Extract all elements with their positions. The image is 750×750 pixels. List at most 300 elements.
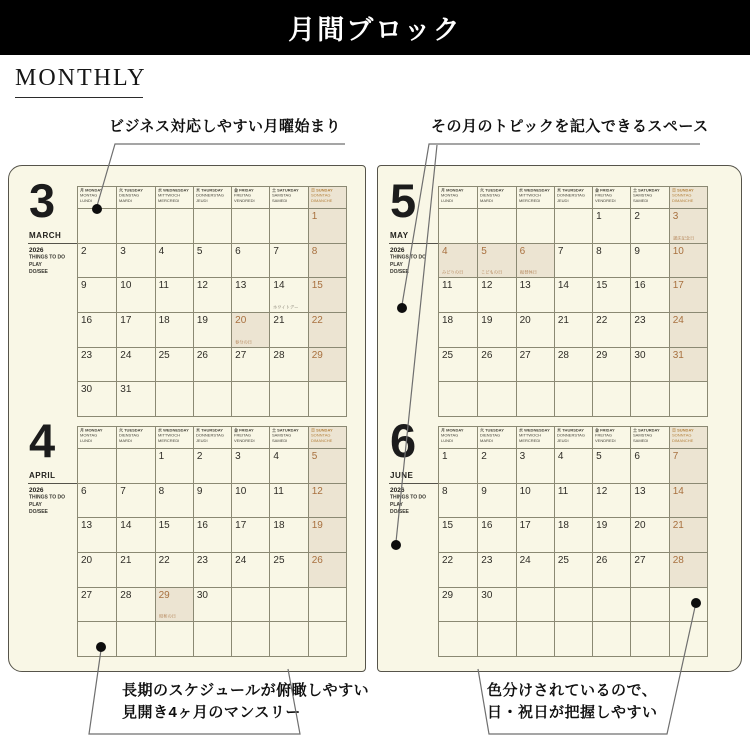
annotation-line: 日・祝日が把握しやすい <box>487 703 658 721</box>
date-cell <box>592 277 630 312</box>
date-cell <box>669 347 707 382</box>
date-cell <box>78 552 116 587</box>
sidebar-divider <box>28 243 77 244</box>
date-number: 4 <box>273 451 279 462</box>
date-cell <box>516 448 554 483</box>
weekday-header-label: 金 FRIDAY FREITAG VENDREDI <box>595 188 616 203</box>
date-number: 2 <box>196 451 203 462</box>
weekday-header-thursday <box>554 427 592 448</box>
empty-cell <box>116 448 154 483</box>
date-cell <box>630 347 668 382</box>
month-number: 5 <box>390 174 415 227</box>
date-number: 21 <box>273 315 285 326</box>
empty-cell <box>630 381 668 416</box>
empty-cell <box>231 587 269 622</box>
date-number: 22 <box>442 555 454 566</box>
date-cell <box>516 552 554 587</box>
annotation-line: 長期のスケジュールが俯瞰しやすい <box>122 682 370 699</box>
date-cell <box>554 552 592 587</box>
empty-cell <box>116 621 154 656</box>
banner-title-bar <box>0 0 750 55</box>
empty-cell <box>308 381 346 416</box>
month-name: MAY <box>390 231 409 240</box>
month-number: 6 <box>390 414 415 467</box>
date-cell <box>554 347 592 382</box>
weekday-header-label: 木 THURSDAY DONNERSTAG JEUDI <box>195 188 224 203</box>
empty-cell <box>439 381 477 416</box>
empty-cell <box>592 381 630 416</box>
holiday-note: 憲法記念日 <box>672 235 694 241</box>
date-cell <box>78 483 116 518</box>
date-cell <box>231 243 269 278</box>
weekday-header-label: 火 TUESDAY DIENSTAG MARDI <box>480 188 505 203</box>
date-number: 14 <box>672 485 684 497</box>
month-number: 4 <box>29 414 54 467</box>
date-number: 1 <box>311 211 318 222</box>
weekday-header-wednesday <box>516 187 554 208</box>
date-number: 27 <box>519 349 531 361</box>
date-cell <box>231 347 269 382</box>
date-cell <box>477 312 515 347</box>
weekday-header-label: 火 TUESDAY DIENSTAG MARDI <box>119 188 144 203</box>
date-cell <box>231 312 269 347</box>
date-number: 25 <box>158 349 170 361</box>
sidebar-divider <box>389 243 438 244</box>
weekday-header-label: 水 WEDNESDAY MITTWOCH MERCREDI <box>518 188 550 203</box>
weekday-header-wednesday <box>516 427 554 448</box>
date-number: 26 <box>596 555 608 566</box>
empty-cell <box>554 621 592 656</box>
date-number: 30 <box>81 384 93 396</box>
empty-cell <box>516 587 554 622</box>
date-cell <box>269 448 307 483</box>
date-cell <box>116 517 154 552</box>
date-cell <box>516 243 554 278</box>
weekday-header-label: 土 SATURDAY SAMSTAG SAMEDI <box>272 428 300 443</box>
date-cell <box>193 277 231 312</box>
date-number: 29 <box>311 349 323 361</box>
date-cell <box>193 552 231 587</box>
planner-page-left <box>8 165 366 672</box>
date-number: 19 <box>311 520 323 532</box>
date-number: 19 <box>481 315 493 326</box>
date-number: 29 <box>442 589 454 601</box>
date-number: 18 <box>442 315 454 326</box>
empty-cell <box>269 208 307 243</box>
empty-cell <box>269 621 307 656</box>
date-number: 13 <box>235 280 247 292</box>
date-cell <box>630 277 668 312</box>
date-number: 11 <box>557 485 569 497</box>
date-number: 20 <box>519 315 531 326</box>
date-number: 24 <box>235 555 247 566</box>
month-block-march <box>28 174 347 417</box>
month-year: 2026 <box>29 486 44 494</box>
date-number: 10 <box>235 485 247 497</box>
empty-cell <box>78 621 116 656</box>
empty-cell <box>78 208 116 243</box>
date-number: 30 <box>196 589 208 601</box>
empty-cell <box>669 381 707 416</box>
empty-cell <box>308 621 346 656</box>
date-cell <box>669 517 707 552</box>
weekday-header-label: 土 SATURDAY SAMSTAG SAMEDI <box>633 428 661 443</box>
date-cell <box>477 243 515 278</box>
date-cell <box>155 587 193 622</box>
date-number: 22 <box>596 315 608 326</box>
weekday-header-saturday <box>630 187 668 208</box>
holiday-note: 昭和の日 <box>158 613 176 619</box>
date-number: 17 <box>672 280 684 292</box>
date-number: 22 <box>158 555 170 566</box>
date-number: 2 <box>481 451 487 462</box>
date-number: 23 <box>481 555 493 566</box>
empty-cell <box>554 208 592 243</box>
date-number: 3 <box>235 451 241 462</box>
weekday-header-label: 日 SUNDAY SONNTAG DIMANCHE <box>671 428 694 443</box>
empty-cell <box>669 587 707 622</box>
empty-cell <box>592 621 630 656</box>
date-number: 27 <box>634 555 646 566</box>
date-number: 27 <box>235 349 247 361</box>
weekday-header-tuesday <box>116 187 154 208</box>
date-number: 18 <box>158 315 170 326</box>
date-number: 16 <box>481 520 493 532</box>
date-number: 26 <box>196 349 208 361</box>
sidebar-divider <box>389 483 438 484</box>
month-year: 2026 <box>390 246 405 254</box>
date-cell <box>269 312 307 347</box>
annotation-line: 色分けされているので、 <box>487 682 658 699</box>
empty-cell <box>630 621 668 656</box>
date-cell <box>308 277 346 312</box>
month-block-april <box>28 414 347 657</box>
date-number: 30 <box>481 589 493 601</box>
date-cell <box>630 312 668 347</box>
weekday-header-sunday <box>669 427 707 448</box>
date-cell <box>78 347 116 382</box>
date-cell <box>516 517 554 552</box>
holiday-note: 春分の日 <box>235 339 253 345</box>
date-cell <box>231 552 269 587</box>
date-cell <box>554 277 592 312</box>
date-number: 15 <box>158 520 170 532</box>
weekday-header-label: 金 FRIDAY FREITAG VENDREDI <box>234 188 255 203</box>
date-number: 6 <box>519 245 526 257</box>
weekday-header-label: 土 SATURDAY SAMSTAG SAMEDI <box>633 188 661 203</box>
date-cell <box>439 587 477 622</box>
date-cell <box>477 448 515 483</box>
date-cell <box>308 347 346 382</box>
date-number: 25 <box>557 555 569 566</box>
date-cell <box>439 347 477 382</box>
date-number: 14 <box>273 280 285 292</box>
date-number: 21 <box>672 520 684 532</box>
date-number: 5 <box>311 451 318 462</box>
month-sidebar <box>28 414 77 657</box>
date-cell <box>592 552 630 587</box>
date-cell <box>269 552 307 587</box>
date-cell <box>231 517 269 552</box>
date-cell <box>78 517 116 552</box>
date-cell <box>78 312 116 347</box>
date-number: 29 <box>158 589 170 601</box>
date-cell <box>155 347 193 382</box>
date-cell <box>193 517 231 552</box>
date-cell <box>669 243 707 278</box>
weekday-header-label: 火 TUESDAY DIENSTAG MARDI <box>480 428 505 443</box>
date-number: 15 <box>311 280 323 292</box>
month-grid <box>438 186 708 417</box>
weekday-header-thursday <box>193 187 231 208</box>
date-number: 15 <box>596 280 608 292</box>
date-cell <box>193 483 231 518</box>
date-number: 5 <box>596 451 602 462</box>
date-cell <box>554 517 592 552</box>
date-number: 17 <box>120 315 132 326</box>
date-number: 23 <box>634 315 646 326</box>
date-number: 26 <box>311 555 323 566</box>
weekday-header-thursday <box>554 187 592 208</box>
date-cell <box>193 448 231 483</box>
sidebar-todo-label: THINGS TO DO PLAY DO/SEE <box>390 494 427 515</box>
date-number: 31 <box>672 349 684 361</box>
weekday-header-label: 水 WEDNESDAY MITTWOCH MERCREDI <box>157 428 189 443</box>
date-number: 9 <box>81 280 87 292</box>
empty-cell <box>554 381 592 416</box>
date-cell <box>269 277 307 312</box>
date-cell <box>669 483 707 518</box>
date-cell <box>439 312 477 347</box>
date-number: 16 <box>634 280 646 292</box>
empty-cell <box>269 381 307 416</box>
date-number: 16 <box>196 520 208 532</box>
empty-cell <box>231 621 269 656</box>
weekday-header-tuesday <box>477 427 515 448</box>
date-cell <box>516 483 554 518</box>
date-cell <box>116 312 154 347</box>
date-cell <box>116 552 154 587</box>
date-number: 21 <box>557 315 569 326</box>
date-cell <box>592 517 630 552</box>
weekday-header-sunday <box>669 187 707 208</box>
date-number: 7 <box>557 245 564 257</box>
date-cell <box>308 448 346 483</box>
date-cell <box>592 208 630 243</box>
date-number: 19 <box>596 520 608 532</box>
empty-cell <box>193 381 231 416</box>
date-cell <box>193 312 231 347</box>
holiday-note: みどりの日 <box>442 269 464 275</box>
date-number: 31 <box>120 384 132 396</box>
date-cell <box>155 277 193 312</box>
date-cell <box>308 483 346 518</box>
date-number: 13 <box>634 485 646 497</box>
section-title: MONTHLY <box>15 65 147 91</box>
date-cell <box>155 312 193 347</box>
date-number: 12 <box>596 485 608 497</box>
date-cell <box>78 381 116 416</box>
date-cell <box>193 347 231 382</box>
date-number: 12 <box>196 280 208 292</box>
weekday-header-friday <box>592 187 630 208</box>
date-cell <box>516 312 554 347</box>
date-cell <box>477 483 515 518</box>
weekday-header-label: 月 MONDAY MONTAG LUNDI <box>80 188 103 203</box>
date-cell <box>669 552 707 587</box>
date-number: 17 <box>519 520 531 532</box>
date-cell <box>439 517 477 552</box>
empty-cell <box>516 208 554 243</box>
date-cell <box>155 552 193 587</box>
date-number: 14 <box>557 280 569 292</box>
weekday-header-monday <box>78 187 116 208</box>
annotation-line: 見開き4ヶ月のマンスリー <box>122 703 301 721</box>
date-number: 16 <box>81 315 93 326</box>
date-number: 27 <box>81 589 93 601</box>
date-number: 8 <box>596 245 602 257</box>
date-cell <box>308 552 346 587</box>
date-number: 11 <box>273 485 284 497</box>
month-name: MARCH <box>29 231 62 240</box>
date-number: 5 <box>481 245 487 257</box>
weekday-header-saturday <box>269 187 307 208</box>
date-number: 25 <box>442 349 454 361</box>
date-number: 20 <box>235 315 247 326</box>
date-number: 9 <box>196 485 203 497</box>
date-cell <box>592 243 630 278</box>
date-cell <box>155 517 193 552</box>
date-cell <box>554 243 592 278</box>
date-cell <box>630 552 668 587</box>
date-cell <box>630 483 668 518</box>
date-number: 7 <box>672 451 679 462</box>
date-cell <box>439 552 477 587</box>
date-cell <box>669 208 707 243</box>
date-cell <box>116 483 154 518</box>
date-number: 9 <box>481 485 487 497</box>
date-number: 9 <box>634 245 640 257</box>
annotation-monday-start: ビジネス対応しやすい月曜始まり <box>109 118 342 135</box>
empty-cell <box>592 587 630 622</box>
date-cell <box>155 448 193 483</box>
date-number: 15 <box>442 520 454 532</box>
empty-cell <box>516 381 554 416</box>
date-cell <box>269 517 307 552</box>
date-cell <box>308 312 346 347</box>
month-grid <box>438 426 708 657</box>
weekday-header-friday <box>231 427 269 448</box>
weekday-header-saturday <box>630 427 668 448</box>
weekday-header-sunday <box>308 187 346 208</box>
weekday-header-sunday <box>308 427 346 448</box>
month-year: 2026 <box>29 246 44 254</box>
date-cell <box>231 483 269 518</box>
date-number: 28 <box>273 349 285 361</box>
date-cell <box>116 243 154 278</box>
weekday-header-label: 日 SUNDAY SONNTAG DIMANCHE <box>671 188 694 203</box>
date-number: 4 <box>158 245 165 257</box>
date-number: 3 <box>519 451 526 462</box>
date-number: 11 <box>442 280 453 292</box>
weekday-header-thursday <box>193 427 231 448</box>
weekday-header-friday <box>231 187 269 208</box>
date-cell <box>269 243 307 278</box>
date-cell <box>116 381 154 416</box>
empty-cell <box>78 448 116 483</box>
date-number: 20 <box>634 520 646 532</box>
date-cell <box>439 448 477 483</box>
annotation-color-coding <box>487 680 658 724</box>
empty-cell <box>308 587 346 622</box>
weekday-header-monday <box>439 187 477 208</box>
date-cell <box>308 243 346 278</box>
section-title-underline <box>15 97 143 98</box>
date-number: 19 <box>196 315 208 326</box>
date-cell <box>592 483 630 518</box>
date-cell <box>116 277 154 312</box>
date-cell <box>308 208 346 243</box>
weekday-header-label: 木 THURSDAY DONNERSTAG JEUDI <box>556 188 585 203</box>
date-cell <box>477 347 515 382</box>
date-number: 28 <box>557 349 569 361</box>
month-sidebar <box>389 174 438 417</box>
empty-cell <box>477 208 515 243</box>
empty-cell <box>231 208 269 243</box>
weekday-header-label: 水 WEDNESDAY MITTWOCH MERCREDI <box>157 188 189 203</box>
date-cell <box>78 277 116 312</box>
date-number: 18 <box>273 520 285 532</box>
date-cell <box>477 277 515 312</box>
date-cell <box>308 517 346 552</box>
date-number: 1 <box>596 211 602 222</box>
date-number: 8 <box>442 485 448 497</box>
empty-cell <box>439 621 477 656</box>
date-cell <box>554 448 592 483</box>
weekday-header-label: 日 SUNDAY SONNTAG DIMANCHE <box>310 188 333 203</box>
date-number: 10 <box>672 245 684 257</box>
date-cell <box>231 448 269 483</box>
date-number: 4 <box>442 245 448 257</box>
weekday-header-label: 木 THURSDAY DONNERSTAG JEUDI <box>556 428 585 443</box>
annotation-topic-space: その月のトピックを記入できるスペース <box>431 118 709 135</box>
date-cell <box>477 552 515 587</box>
date-number: 23 <box>81 349 93 361</box>
date-cell <box>193 587 231 622</box>
empty-cell <box>231 381 269 416</box>
date-cell <box>669 448 707 483</box>
date-cell <box>155 243 193 278</box>
date-cell <box>477 517 515 552</box>
date-number: 23 <box>196 555 208 566</box>
weekday-header-monday <box>439 427 477 448</box>
date-number: 24 <box>120 349 132 361</box>
date-cell <box>116 347 154 382</box>
weekday-header-label: 木 THURSDAY DONNERSTAG JEUDI <box>195 428 224 443</box>
date-cell <box>669 312 707 347</box>
annotation-four-month-spread <box>122 680 369 724</box>
date-number: 26 <box>481 349 493 361</box>
date-cell <box>592 347 630 382</box>
date-cell <box>516 347 554 382</box>
empty-cell <box>477 621 515 656</box>
planner-page-right <box>377 165 742 672</box>
date-cell <box>78 243 116 278</box>
date-number: 10 <box>120 280 132 292</box>
empty-cell <box>116 208 154 243</box>
date-cell <box>554 312 592 347</box>
weekday-header-tuesday <box>116 427 154 448</box>
